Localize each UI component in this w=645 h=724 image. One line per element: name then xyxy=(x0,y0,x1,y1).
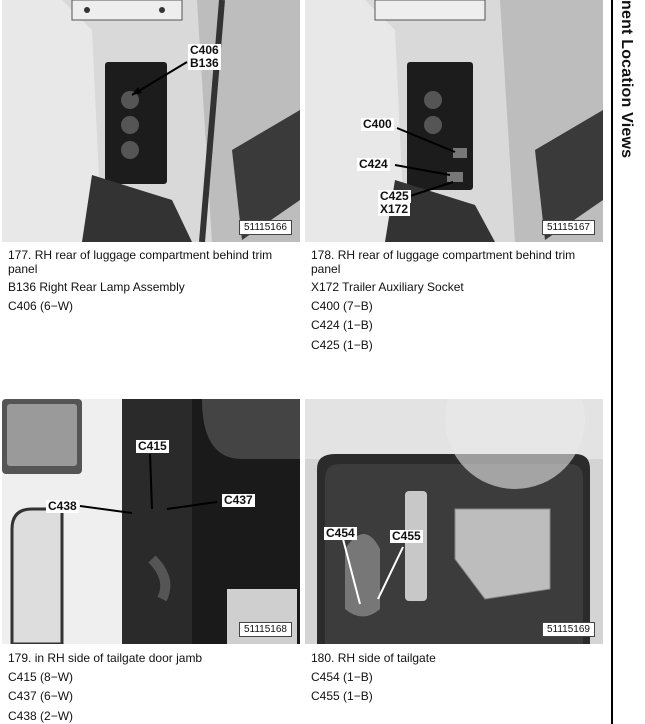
photo-179-image xyxy=(2,399,300,644)
item-177-2: C406 (6−W) xyxy=(8,299,74,313)
item-180-1: C454 (1−B) xyxy=(311,670,373,684)
callout-x172: X172 xyxy=(380,202,409,216)
photo-180-image xyxy=(305,399,603,644)
photo-id-177: 51115166 xyxy=(239,220,292,235)
callout-c455: C455 xyxy=(392,529,421,543)
photo-178-image xyxy=(305,0,603,242)
callout-c438: C438 xyxy=(48,499,77,513)
photo-180 xyxy=(305,399,603,644)
item-179-1: C415 (8−W) xyxy=(8,670,74,684)
photo-id-178: 51115167 xyxy=(542,220,595,235)
item-178-1: X172 Trailer Auxiliary Socket xyxy=(311,280,464,294)
photo-id-180: 51115169 xyxy=(542,622,595,637)
callout-b136: B136 xyxy=(190,56,219,70)
item-178-4: C425 (1−B) xyxy=(311,338,373,352)
caption-177: 177. RH rear of luggage compartment behind trim panel xyxy=(8,248,273,276)
item-179-2: C437 (6−W) xyxy=(8,689,74,703)
callout-c454: C454 xyxy=(326,526,355,540)
photo-177 xyxy=(2,0,300,242)
callout-c400: C400 xyxy=(363,117,392,131)
caption-180: 180. RH side of tailgate xyxy=(311,651,436,665)
item-178-3: C424 (1−B) xyxy=(311,318,373,332)
callout-c437: C437 xyxy=(224,493,253,507)
caption-178: 178. RH rear of luggage compartment behind trim panel xyxy=(311,248,576,276)
item-178-2: C400 (7−B) xyxy=(311,299,373,313)
callout-c425: C425 xyxy=(380,189,409,203)
section-side-title-text: nent Location Views xyxy=(618,0,635,159)
photo-id-179: 51115168 xyxy=(239,622,292,637)
callout-c415: C415 xyxy=(138,439,167,453)
photo-179 xyxy=(2,399,300,644)
caption-179: 179. in RH side of tailgate door jamb xyxy=(8,651,203,665)
photo-177-image xyxy=(2,0,300,242)
item-177-1: B136 Right Rear Lamp Assembly xyxy=(8,280,185,294)
item-179-3: C438 (2−W) xyxy=(8,709,74,723)
photo-178 xyxy=(305,0,603,242)
section-side-title xyxy=(618,0,638,170)
item-180-2: C455 (1−B) xyxy=(311,689,373,703)
callout-c424: C424 xyxy=(359,157,388,171)
page-side-rule xyxy=(611,0,613,724)
callout-c406: C406 xyxy=(190,43,219,57)
